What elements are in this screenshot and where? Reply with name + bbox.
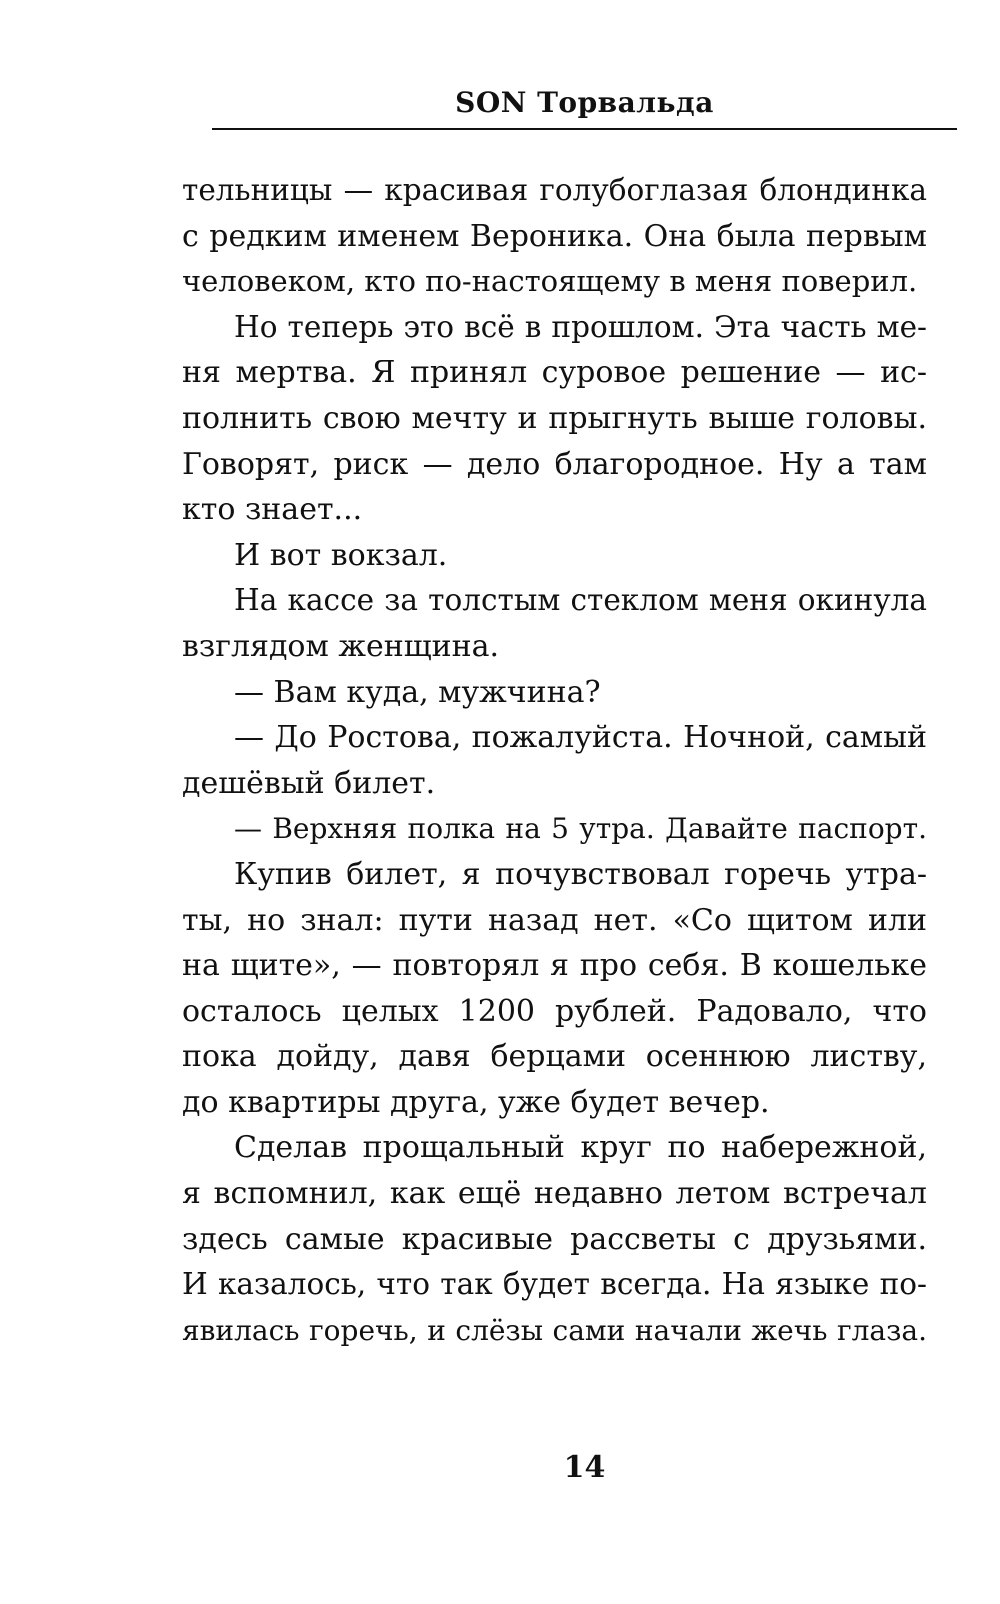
text-line: человеком, кто по-настоящему в меня поверил.	[182, 264, 918, 299]
running-head-title: SON Торвальда	[455, 86, 714, 119]
text-line: — Верхняя полка на 5 утра. Давайте паспорт.	[234, 812, 927, 846]
text-line: полнить свою мечту и прыгнуть выше головы.	[182, 400, 927, 436]
text-line: до квартиры друга, уже будет вечер.	[182, 1084, 770, 1120]
text-line: дешёвый билет.	[182, 765, 436, 801]
text-line: с редким именем Вероника. Она была первым	[182, 218, 927, 254]
text-line: здесь самые красивые рассветы с друзьями.	[182, 1221, 927, 1257]
header-rule	[212, 128, 957, 130]
text-line: — До Ростова, пожалуйста. Ночной, самый	[234, 720, 927, 756]
text-line: ты, но знал: пути назад нет. «Со щитом или	[182, 902, 927, 938]
text-line: — Вам куда, мужчина?	[234, 674, 601, 710]
text-line: Но теперь это всё в прошлом. Эта часть ме-	[234, 309, 927, 344]
text-line: пока дойду, давя берцами осеннюю листву,	[182, 1039, 927, 1075]
text-line: осталось целых 1200 рублей. Радовало, что	[182, 993, 927, 1029]
text-line: взглядом женщина.	[182, 628, 500, 664]
page-number: 14	[563, 1450, 606, 1485]
text-line: И казалось, что так будет всегда. На языке по-	[182, 1267, 927, 1302]
text-line: кто знает...	[182, 492, 363, 528]
text-line: Купив билет, я почувствовал горечь утра-	[234, 856, 927, 892]
text-line: я вспомнил, как ещё недавно летом встречал	[182, 1176, 927, 1212]
text-line: на щите», — повторял я про себя. В кошельке	[182, 948, 927, 984]
text-line: явилась горечь, и слёзы сами начали жечь глаза.	[182, 1313, 927, 1347]
text-line: тельницы — красивая голубоглазая блондинка	[182, 173, 927, 207]
text-line: И вот вокзал.	[234, 537, 448, 573]
text-line: Говорят, риск — дело благородное. Ну а там	[182, 446, 927, 482]
body-text	[182, 168, 927, 1353]
text-line: Сделав прощальный круг по набережной,	[234, 1130, 927, 1166]
text-line: ня мертва. Я принял суровое решение — ис-	[182, 355, 927, 391]
text-line: На кассе за толстым стеклом меня окинула	[234, 583, 927, 618]
